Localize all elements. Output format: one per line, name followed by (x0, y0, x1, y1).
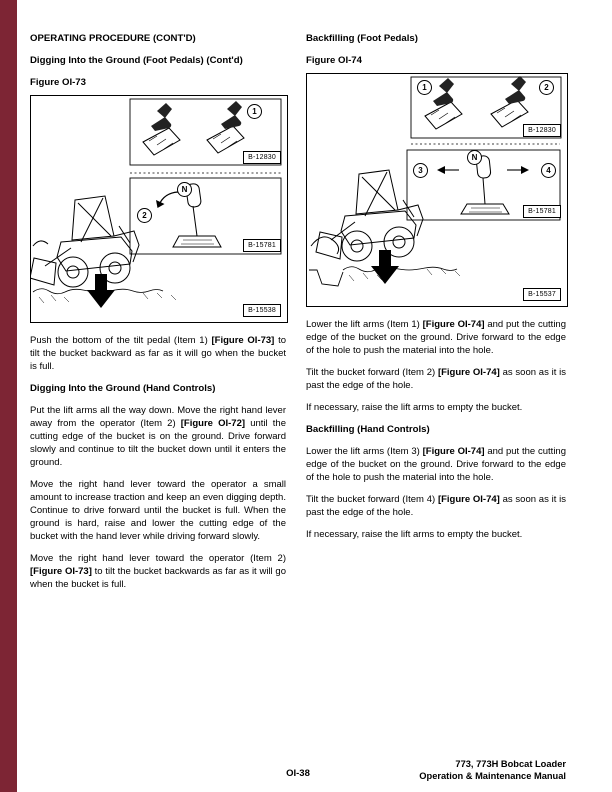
paragraph-hand-lever-down (30, 404, 286, 469)
photo-label-main: B-15537 (523, 288, 561, 301)
document-title-line2: Operation & Maintenance Manual (419, 770, 566, 781)
paragraph-text: until the cutting edge of the bucket is on the ground. Drive forward slowly and continue to tilt the bucket down until it enters the ground. (30, 418, 286, 468)
neutral-marker: N (177, 182, 192, 197)
paragraph-text: Move the right hand lever toward the operator (Item 2) (30, 553, 286, 564)
paragraph-text: Tilt the bucket forward (Item 4) (306, 494, 438, 505)
item-1-marker: 1 (247, 104, 262, 119)
photo-label-pedals: B-12830 (243, 151, 281, 164)
figure-oi73 (30, 95, 288, 323)
figure-reference: [Figure OI-74] (437, 367, 500, 378)
section-heading: OPERATING PROCEDURE (CONT'D) (30, 33, 196, 44)
figure-reference: [Figure OI-74] (437, 494, 500, 505)
paragraph-raise-lift-arms-hand: If necessary, raise the lift arms to empty the bucket. (306, 529, 523, 540)
paragraph-tilt-forward (306, 366, 566, 392)
paragraph-text: as soon as it is past the edge of the hole. (306, 494, 567, 518)
figure-reference: [Figure OI-72] (180, 418, 246, 429)
paragraph-text: Lower the lift arms (Item 3) (306, 446, 423, 457)
paragraph-traction: Move the right hand lever toward the operator a small amount to increase traction and keep an even digging depth. Continue to drive forward until the bucket is full. When the ground is hard, raise and lower the cutting edge of the bucket with the hand lever while driving forward slowly. (30, 479, 286, 542)
paragraph-text: to tilt the bucket backwards as far as it will go when the bucket is full. (30, 566, 286, 590)
paragraph-text: Put the lift arms all the way down. Move the right hand lever away from the operator (Item 2) (30, 405, 286, 429)
figure-reference: [Figure OI-74] (422, 446, 485, 457)
figure-oi74-art (307, 74, 565, 304)
photo-label-lever: B-15781 (243, 239, 281, 252)
paragraph-text: and put the cutting edge of the bucket on the ground. Drive forward to the edge of the hole to push the material into the hole. (306, 319, 566, 356)
figure-reference: [Figure OI-74] (422, 319, 485, 330)
paragraph-tilt-pedal (30, 334, 286, 373)
paragraph-text: Lower the lift arms (Item 1) (306, 319, 423, 330)
paragraph-tilt-forward-hand (306, 493, 566, 519)
paragraph-tilt-back (30, 552, 286, 591)
paragraph-text: Tilt the bucket forward (Item 2) (306, 367, 438, 378)
right-column (306, 32, 566, 550)
paragraph-text: and put the cutting edge of the bucket on the ground. Drive forward to the edge of the hole to push the material into the hole. (306, 446, 566, 483)
item-2-marker: 2 (539, 80, 554, 95)
hole-outline (309, 270, 343, 286)
down-arrow-icon (371, 250, 399, 284)
down-arrow-icon (87, 274, 115, 308)
paragraph-raise-lift-arms: If necessary, raise the lift arms to empty the bucket. (306, 402, 523, 413)
paragraph-lower-lift-arms-hand (306, 445, 566, 484)
item-3-marker: 3 (413, 163, 428, 178)
item-1-marker: 1 (417, 80, 432, 95)
ground-line (343, 267, 457, 272)
photo-label-main: B-15538 (243, 304, 281, 317)
figure-oi74 (306, 73, 568, 307)
page-number: OI-38 (286, 768, 310, 779)
subheading-backfilling-hand-controls: Backfilling (Hand Controls) (306, 424, 430, 435)
neutral-marker: N (467, 150, 482, 165)
subheading-digging-foot-pedals: Digging Into the Ground (Foot Pedals) (Cont'd) (30, 55, 243, 66)
item-4-marker: 4 (541, 163, 556, 178)
subheading-backfilling-foot-pedals: Backfilling (Foot Pedals) (306, 33, 418, 44)
photo-label-pedals: B-12830 (523, 124, 561, 137)
figure-oi74-caption: Figure OI-74 (306, 55, 362, 66)
paragraph-text: Push the bottom of the tilt pedal (Item 1) (30, 335, 212, 346)
figure-reference: [Figure OI-73] (211, 335, 275, 346)
figure-oi73-art (31, 96, 285, 320)
item-2-marker: 2 (137, 208, 152, 223)
document-title-line1: 773, 773H Bobcat Loader (455, 759, 566, 769)
figure-reference: [Figure OI-73] (30, 566, 92, 577)
paragraph-text: to tilt the bucket backward as far as it will go when the bucket is full. (30, 335, 287, 372)
paragraph-text: as soon as it is past the edge of the hole. (306, 367, 567, 391)
subheading-digging-hand-controls: Digging Into the Ground (Hand Controls) (30, 383, 216, 394)
left-column (30, 32, 286, 600)
figure-oi73-caption: Figure OI-73 (30, 77, 86, 88)
document-title-block (419, 759, 566, 782)
paragraph-lower-lift-arms (306, 318, 566, 357)
page-edge-accent-bar (0, 0, 17, 792)
photo-label-lever: B-15781 (523, 205, 561, 218)
